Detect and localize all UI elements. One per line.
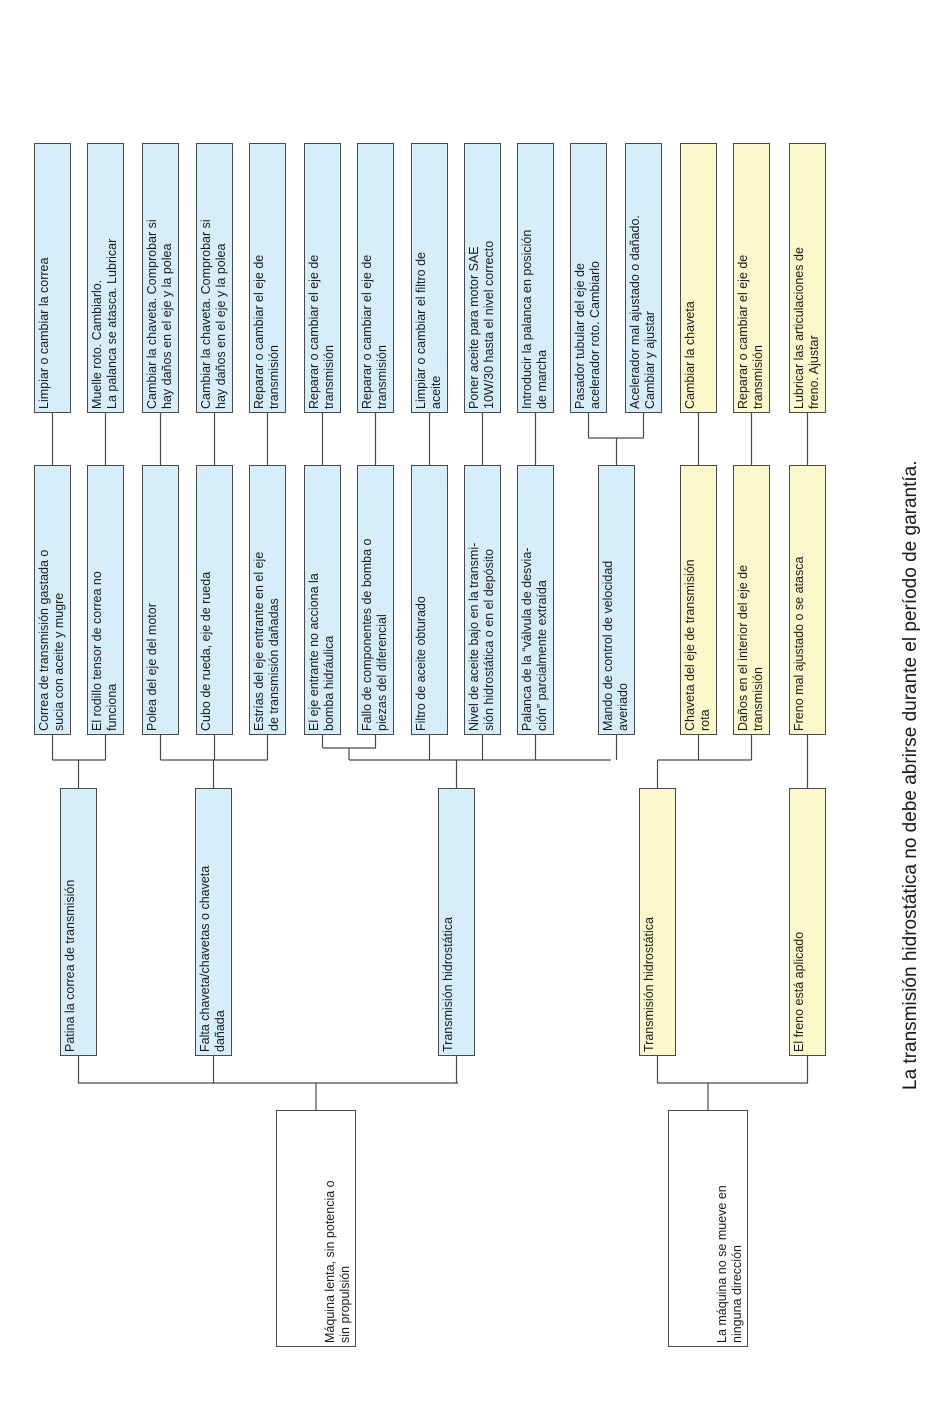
remedy-box-m3	[142, 143, 179, 413]
cause-box-k2	[87, 465, 124, 735]
root-box-r2	[668, 1110, 748, 1347]
remedy-box-m4-label: Cambiar la chaveta. Comprobar si hay daños en el eje y la polea	[199, 219, 228, 409]
category-box-c4-label: Transmisión hidrostática	[642, 916, 656, 1052]
category-box-c2	[195, 788, 232, 1056]
cause-box-k6-label: El eje entrante no acciona la bomba hidráulica	[307, 573, 336, 731]
cause-box-k9	[464, 465, 501, 735]
category-box-c4	[639, 788, 676, 1056]
remedy-box-m8	[411, 143, 448, 413]
cause-box-k8	[411, 465, 448, 735]
remedy-box-m9-label: Poner aceite para motor SAE 10W/30 hasta el nivel correcto	[467, 240, 496, 409]
category-box-c5	[789, 788, 826, 1056]
cause-box-k7	[357, 465, 394, 735]
cause-box-k10-label: Palanca de la “válvula de desvia- ción” parcialmente extraída	[520, 547, 549, 731]
category-box-c1	[60, 788, 97, 1056]
root-box-r1	[276, 1110, 356, 1347]
category-box-c5-label: El freno está aplicado	[792, 931, 806, 1052]
remedy-box-m2	[87, 143, 124, 413]
remedy-box-m7	[357, 143, 394, 413]
cause-box-k7-label: Fallo de componentes de bomba o piezas del diferencial	[360, 538, 389, 731]
remedy-box-m1-label: Limpiar o cambiar la correa	[37, 257, 51, 409]
cause-box-k2-label: El rodillo tensor de correa no funciona	[90, 571, 119, 731]
cause-box-k14-label: Freno mal ajustado o se atasca	[792, 556, 806, 731]
cause-box-k1-label: Correa de transmisión gastada o sucia con aceite y mugre	[37, 549, 66, 731]
remedy-box-m10	[517, 143, 554, 413]
cause-box-k10	[517, 465, 554, 735]
cause-box-k3	[142, 465, 179, 735]
cause-box-k5	[249, 465, 286, 735]
cause-box-k11	[598, 465, 635, 735]
cause-box-k3-label: Polea del eje del motor	[145, 603, 159, 731]
root-box-r2-label: La máquina no se mueve en ninguna dirección	[715, 1185, 744, 1343]
remedy-box-m11-label: Pasador tubular del eje de acelerador roto. Cambiarlo	[573, 261, 602, 409]
root-box-r1-label: Máquina lenta, sin potencia o sin propulsión	[323, 1180, 352, 1343]
warranty-footnote: La transmisión hidrostática no debe abrirse durante el período de garantía.	[900, 460, 921, 1090]
cause-box-k9-label: Nivel de aceite bajo en la transmi- sión hidrostática o en el depósito	[467, 542, 496, 731]
category-box-c1-label: Patina la correa de transmisión	[63, 879, 77, 1052]
cause-box-k6	[304, 465, 341, 735]
category-box-c3	[438, 788, 475, 1056]
remedy-box-m12	[625, 143, 662, 413]
remedy-box-m6-label: Reparar o cambiar el eje de transmisión	[307, 254, 336, 409]
remedy-box-m13-label: Cambiar la chaveta	[683, 301, 697, 409]
cause-box-k13-label: Daños en el interior del eje de transmisión	[736, 564, 765, 731]
remedy-box-m7-label: Reparar o cambiar el eje de transmisión	[360, 254, 389, 409]
remedy-box-m5	[249, 143, 286, 413]
remedy-box-m3-label: Cambiar la chaveta. Comprobar si hay daños en el eje y la polea	[145, 219, 174, 409]
remedy-box-m2-label: Muelle roto. Cambiarlo. La palanca se atasca. Lubricar	[90, 238, 119, 409]
remedy-box-m4	[196, 143, 233, 413]
cause-box-k13	[733, 465, 770, 735]
cause-box-k1	[34, 465, 71, 735]
cause-box-k12	[680, 465, 717, 735]
cause-box-k12-label: Chaveta del eje de transmisión rota	[683, 559, 712, 731]
remedy-box-m8-label: Limpiar o cambiar el filtro de aceite	[414, 251, 443, 409]
remedy-box-m11	[570, 143, 607, 413]
remedy-box-m14-label: Reparar o cambiar el eje de transmisión	[736, 254, 765, 409]
cause-box-k4	[196, 465, 233, 735]
remedy-box-m14	[733, 143, 770, 413]
cause-box-k8-label: Filtro de aceite obturado	[414, 596, 428, 731]
remedy-box-m12-label: Acelerador mal ajustado o dañado. Cambiar y ajustar	[628, 215, 657, 409]
remedy-box-m1	[34, 143, 71, 413]
remedy-box-m6	[304, 143, 341, 413]
cause-box-k11-label: Mando de control de velocidad averiado	[601, 560, 630, 731]
remedy-box-m9	[464, 143, 501, 413]
cause-box-k4-label: Cubo de rueda, eje de rueda	[199, 571, 213, 731]
cause-box-k5-label: Estrías del eje entrante en el eje de transmisión dañadas	[252, 551, 281, 731]
cause-box-k14	[789, 465, 826, 735]
remedy-box-m10-label: Introducir la palanca en posición de marcha	[520, 229, 549, 409]
category-box-c2-label: Falta chaveta/chavetas o chaveta dañada	[198, 865, 227, 1052]
category-box-c3-label: Transmisión hidrostática	[441, 916, 455, 1052]
remedy-box-m15	[789, 143, 826, 413]
remedy-box-m5-label: Reparar o cambiar el eje de transmisión	[252, 254, 281, 409]
remedy-box-m15-label: Lubricar las articulaciones de freno. Ajustar	[792, 247, 821, 409]
remedy-box-m13	[680, 143, 717, 413]
